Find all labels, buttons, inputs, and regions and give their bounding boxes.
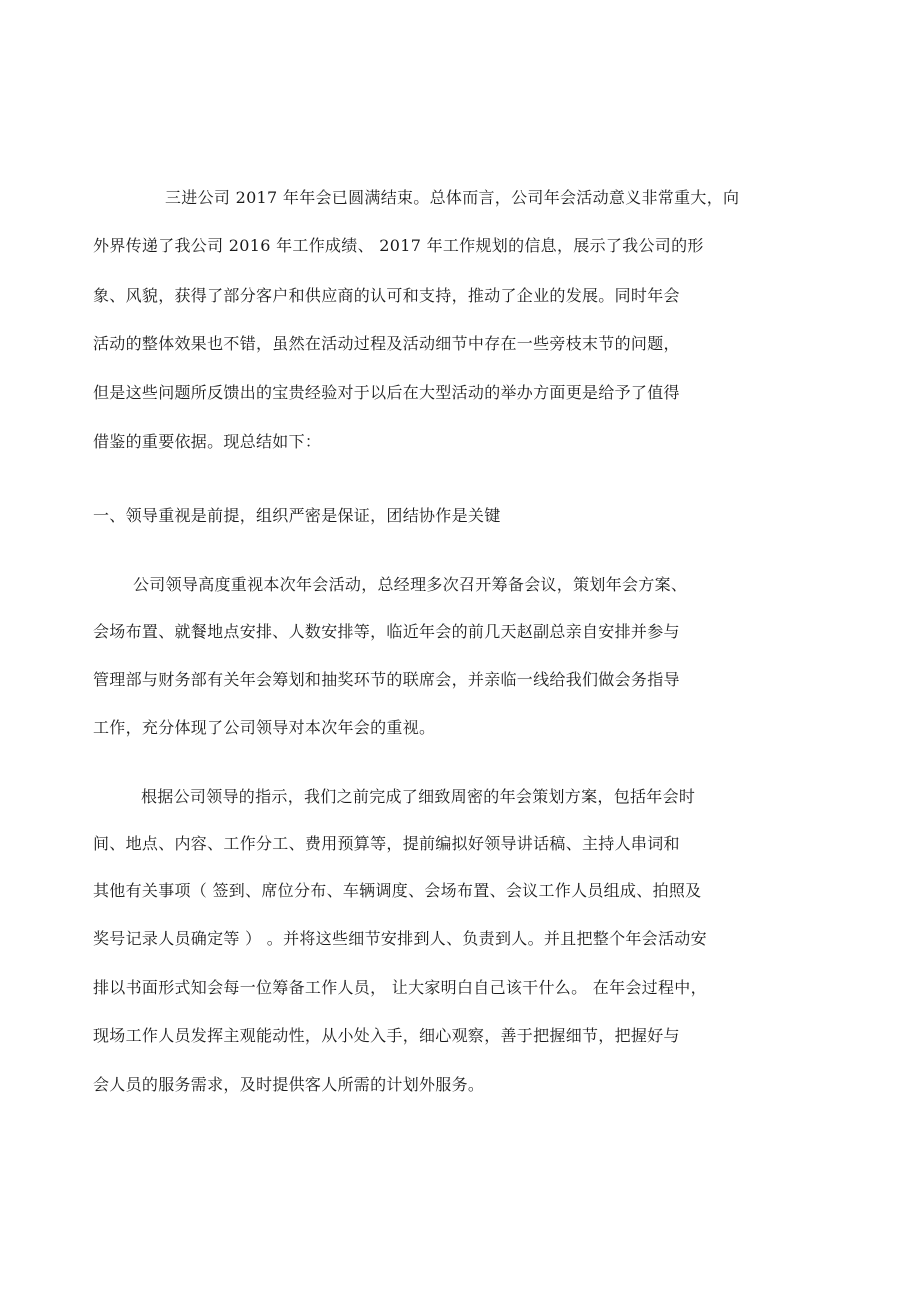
para2-line-3: 其他有关事项（ 签到、席位分布、车辆调度、会场布置、会议工作人员组成、拍照及 (93, 881, 702, 900)
intro-line-5: 但是这些问题所反馈出的宝贵经验对于以后在大型活动的举办方面更是给予了值得 (93, 383, 680, 402)
intro-line-4: 活动的整体效果也不错，虽然在活动过程及活动细节中存在一些旁枝末节的问题， (93, 334, 680, 353)
intro-line-6: 借鉴的重要依据。现总结如下： (93, 432, 322, 451)
intro-line-1: 三进公司 2017 年年会已圆满结束。总体而言，公司年会活动意义非常重大，向 (165, 188, 740, 207)
para1-line-1: 公司领导高度重视本次年会活动，总经理多次召开筹备会议，策划年会方案、 (133, 575, 688, 594)
intro-line-2: 外界传递了我公司 2016 年工作成绩、 2017 年工作规划的信息，展示了我公司的形 (93, 236, 704, 255)
para1-line-2: 会场布置、就餐地点安排、人数安排等，临近年会的前几天赵副总亲自安排并参与 (93, 622, 680, 641)
para2-line-4: 奖号记录人员确定等 ） 。并将这些细节安排到人、负责到人。并且把整个年会活动安 (93, 929, 707, 948)
section-heading: 一、领导重视是前提，组织严密是保证，团结协作是关键 (93, 506, 501, 525)
para2-line-1: 根据公司领导的指示，我们之前完成了细致周密的年会策划方案，包括年会时 (141, 787, 696, 806)
para1-line-3: 管理部与财务部有关年会筹划和抽奖环节的联席会，并亲临一线给我们做会务指导 (93, 670, 680, 689)
para2-line-6: 现场工作人员发挥主观能动性，从小处入手，细心观察，善于把握细节，把握好与 (93, 1026, 680, 1045)
para2-line-5: 排以书面形式知会每一位筹备工作人员， 让大家明白自己该干什么。 在年会过程中， (93, 978, 707, 997)
para2-line-7: 会人员的服务需求，及时提供客人所需的计划外服务。 (93, 1075, 485, 1094)
intro-line-3: 象、风貌，获得了部分客户和供应商的认可和支持，推动了企业的发展。同时年会 (93, 286, 680, 305)
para2-line-2: 间、地点、内容、工作分工、费用预算等，提前编拟好领导讲话稿、主持人串词和 (93, 834, 680, 853)
para1-line-4: 工作，充分体现了公司领导对本次年会的重视。 (93, 718, 436, 737)
